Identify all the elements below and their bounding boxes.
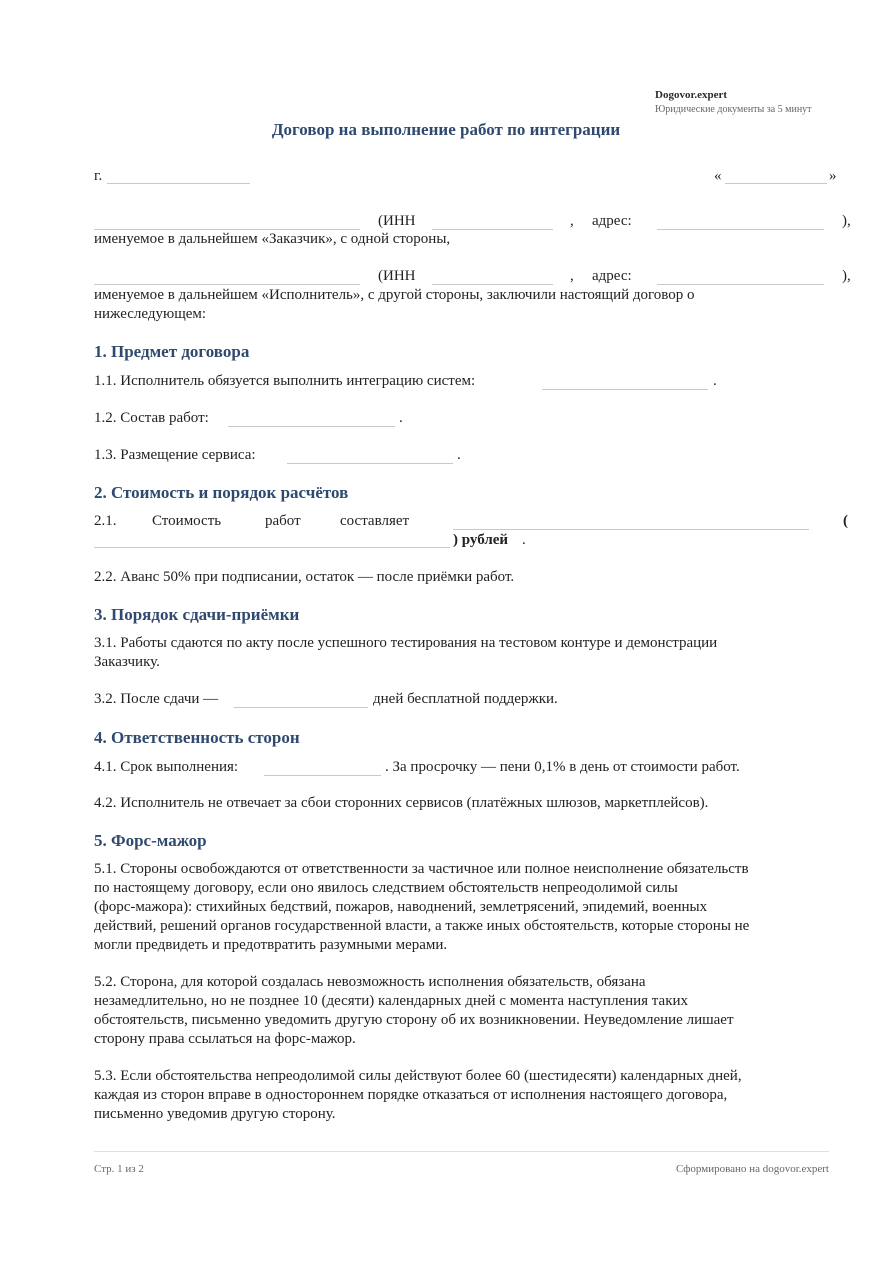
systems-field[interactable] bbox=[542, 389, 708, 390]
clause-3-2-after: дней бесплатной поддержки. bbox=[373, 691, 558, 707]
section-heading-acceptance: 3. Порядок сдачи-приёмки bbox=[94, 605, 300, 624]
date-quote-close: » bbox=[829, 168, 837, 184]
footer-generated: Сформировано на dogovor.expert bbox=[675, 1163, 829, 1175]
footer-divider bbox=[94, 1151, 829, 1152]
contractor-address-field[interactable] bbox=[657, 284, 824, 285]
clause-1-1-period: . bbox=[713, 373, 717, 389]
clause-5-1-line: 5.1. Стороны освобождаются от ответственности за частичное или полное неисполнение обязательств bbox=[94, 861, 749, 877]
clause-2-1-word-2: Стоимость bbox=[152, 513, 222, 529]
clause-5-1-line: действий, решений органов государственной власти, а также иных обстоятельств, которые стороны не bbox=[94, 918, 750, 934]
customer-inn-label: (ИНН bbox=[378, 213, 416, 229]
clause-3-2-before: 3.2. После сдачи — bbox=[94, 691, 219, 707]
customer-close: ), bbox=[842, 213, 851, 229]
clause-1-2: 1.2. Состав работ: bbox=[94, 410, 209, 426]
clause-5-3-line: 5.3. Если обстоятельства непреодолимой силы действуют более 60 (шестидесяти) календарных дней, bbox=[94, 1068, 742, 1084]
document-title: Договор на выполнение работ по интеграции bbox=[271, 120, 621, 139]
contractor-inn-label: (ИНН bbox=[378, 268, 416, 284]
clause-5-2-line: 5.2. Сторона, для которой создалась невозможность исполнения обязательств, обязана bbox=[94, 974, 646, 990]
clause-5-1-line: могли предвидеть и предотвратить разумными мерами. bbox=[94, 937, 448, 953]
clause-2-1-word-1: 2.1. bbox=[94, 513, 117, 529]
city-field[interactable] bbox=[107, 183, 250, 184]
brand-block bbox=[655, 88, 855, 117]
clause-5-1 bbox=[94, 860, 864, 955]
clause-2-1-rubles: ) рублей bbox=[453, 532, 509, 548]
clause-5-2-line: незамедлительно, но не позднее 10 (десяти) календарных дней с момента наступления таких bbox=[94, 993, 689, 1009]
date-field[interactable] bbox=[725, 183, 827, 184]
clause-5-3-line: каждая из сторон вправе в одностороннем порядке отказаться от исполнения настоящего договора, bbox=[94, 1087, 728, 1103]
clause-4-1-after: . За просрочку — пени 0,1% в день от стоимости работ. bbox=[385, 759, 740, 775]
deadline-field[interactable] bbox=[264, 775, 381, 776]
contractor-inn-field[interactable] bbox=[432, 284, 553, 285]
clause-1-1: 1.1. Исполнитель обязуется выполнить интеграцию систем: bbox=[94, 373, 476, 389]
contractor-close: ), bbox=[842, 268, 851, 284]
clause-5-3-line: письменно уведомив другую сторону. bbox=[94, 1106, 336, 1122]
cost-words-field[interactable] bbox=[94, 547, 450, 548]
contractor-address-label: адрес: bbox=[592, 268, 632, 284]
clause-1-3-period: . bbox=[457, 447, 461, 463]
clause-4-2: 4.2. Исполнитель не отвечает за сбои сторонних сервисов (платёжных шлюзов, маркетплейсов). bbox=[94, 795, 709, 811]
contractor-description-line2: нижеследующем: bbox=[94, 306, 207, 322]
clause-1-3: 1.3. Размещение сервиса: bbox=[94, 447, 256, 463]
section-heading-force-majeure: 5. Форс-мажор bbox=[94, 831, 207, 850]
clause-1-2-period: . bbox=[399, 410, 403, 426]
clause-5-2 bbox=[94, 973, 864, 1049]
clause-5-1-line: (форс-мажора): стихийных бедствий, пожаров, наводнений, землетрясений, эпидемий, военных bbox=[94, 899, 708, 915]
section-heading-cost: 2. Стоимость и порядок расчётов bbox=[94, 483, 349, 502]
footer-page-number: Стр. 1 из 2 bbox=[94, 1163, 144, 1175]
brand-tagline: Юридические документы за 5 минут bbox=[655, 104, 812, 115]
clause-3-1-line2: Заказчику. bbox=[94, 654, 160, 670]
contractor-comma: , bbox=[570, 268, 574, 284]
customer-address-field[interactable] bbox=[657, 229, 824, 230]
clause-5-1-line: по настоящему договору, если оно явилось следствием обстоятельств непреодолимой силы bbox=[94, 880, 678, 896]
city-prefix: г. bbox=[94, 168, 103, 184]
customer-description: именуемое в дальнейшем «Заказчик», с одной стороны, bbox=[94, 231, 451, 247]
section-heading-subject: 1. Предмет договора bbox=[94, 342, 250, 361]
customer-comma: , bbox=[570, 213, 574, 229]
cost-amount-field[interactable] bbox=[453, 529, 809, 530]
customer-address-label: адрес: bbox=[592, 213, 632, 229]
works-field[interactable] bbox=[228, 426, 395, 427]
clause-2-1-paren-open: ( bbox=[843, 513, 848, 529]
section-heading-liability: 4. Ответственность сторон bbox=[94, 728, 300, 747]
contractor-name-field[interactable] bbox=[94, 284, 360, 285]
support-days-field[interactable] bbox=[234, 707, 368, 708]
clause-5-2-line: обстоятельств, письменно уведомить другую сторону об их возникновении. Неуведомление лишает bbox=[94, 1012, 734, 1028]
brand-name: Dogovor.expert bbox=[655, 89, 727, 101]
clause-4-1-before: 4.1. Срок выполнения: bbox=[94, 759, 239, 775]
date-quote-open: « bbox=[714, 168, 722, 184]
clause-3-1-line1: 3.1. Работы сдаются по акту после успешного тестирования на тестовом контуре и демонстрации bbox=[94, 635, 718, 651]
clause-2-1-word-3: работ bbox=[265, 513, 301, 529]
clause-2-1-word-4: составляет bbox=[340, 513, 410, 529]
clause-2-1-period: . bbox=[522, 532, 526, 548]
contractor-description-line1: именуемое в дальнейшем «Исполнитель», с другой стороны, заключили настоящий договор о bbox=[94, 287, 695, 303]
hosting-field[interactable] bbox=[287, 463, 453, 464]
clause-5-2-line: сторону права ссылаться на форс-мажор. bbox=[94, 1031, 356, 1047]
clause-2-2: 2.2. Аванс 50% при подписании, остаток — после приёмки работ. bbox=[94, 569, 515, 585]
clause-5-3 bbox=[94, 1067, 864, 1124]
